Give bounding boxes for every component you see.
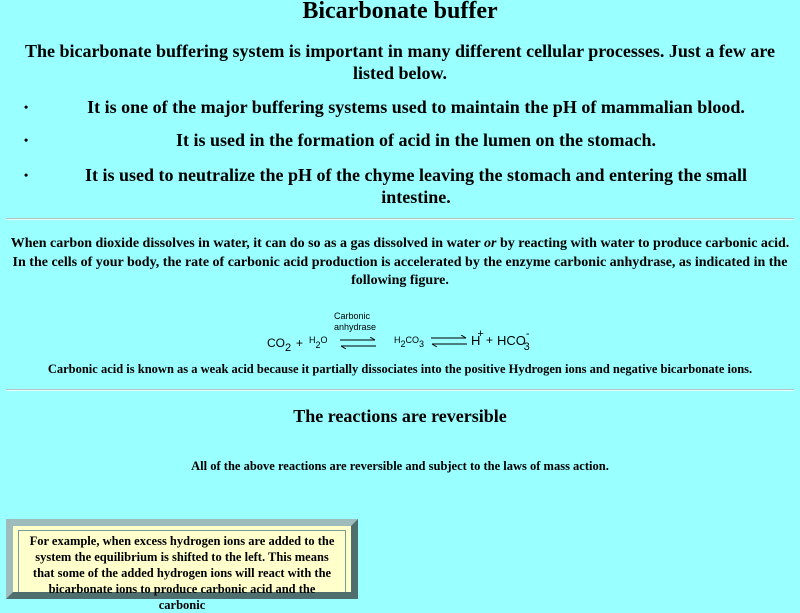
- paragraph-emphasis: or: [484, 236, 497, 251]
- section-heading: The reactions are reversible: [293, 406, 507, 426]
- divider: [6, 218, 794, 220]
- figure-caption: Carbonic acid is known as a weak acid because it partially dissociates into the positive Hydrogen ions and negative bicarbonate ions.: [47, 362, 753, 376]
- h2co3-formula: H2CO3: [394, 335, 425, 349]
- example-box: [6, 519, 358, 612]
- enzyme-label: anhydrase: [334, 322, 377, 332]
- equilibrium-arrow-icon: [430, 335, 468, 347]
- h2o-formula: H2O: [309, 335, 328, 350]
- co2-formula: CO2: [267, 336, 292, 354]
- paragraph-text: When carbon dioxide dissolves in water, it can do so as a gas dissolved in water: [10, 236, 485, 251]
- bicarbonate-ion: $HCO^-_3$: [497, 328, 530, 353]
- plus-sign: +: [296, 336, 304, 350]
- bullet-marker: •: [24, 133, 29, 147]
- carbonic-acid-paragraph: [6, 235, 794, 291]
- paragraph-text: by reacting with water to produce carbonic acid. In the cells of your body, the rate of carbonic acid production is accelerated by the enzyme carbonic anhydrase, as indicated in the following figure.: [12, 236, 790, 288]
- bullet-marker: •: [24, 100, 29, 114]
- equilibrium-arrow-icon: [339, 337, 377, 349]
- plus-sign: +: [486, 333, 494, 347]
- divider: [6, 389, 794, 391]
- list-item-text: It is one of the major buffering systems used to maintain the pH of mammalian blood.: [87, 97, 745, 117]
- list-item-text: It is used in the formation of acid in the lumen on the stomach.: [175, 130, 656, 150]
- hydrogen-ion: H+: [471, 328, 484, 348]
- example-text: For example, when excess hydrogen ions are added to the system the equilibrium is shifted to the left. This means that some of the added hydrogen ions will react with the bicarbonate ions to produce carbonic acid and the carbonic: [18, 530, 346, 592]
- reversibility-note: All of the above reactions are reversible and subject to the laws of mass action.: [191, 459, 609, 473]
- bullet-marker: •: [24, 168, 29, 182]
- list-item-text: It is used to neutralize the pH of the chyme leaving the stomach and entering the small intestine.: [85, 165, 747, 207]
- carbonic-anhydrase-equation: [255, 308, 555, 358]
- intro-text: The bicarbonate buffering system is important in many different cellular processes. Just a few are listed below.: [24, 41, 776, 83]
- enzyme-label: Carbonic: [334, 311, 371, 321]
- page-title: Bicarbonate buffer: [302, 0, 498, 24]
